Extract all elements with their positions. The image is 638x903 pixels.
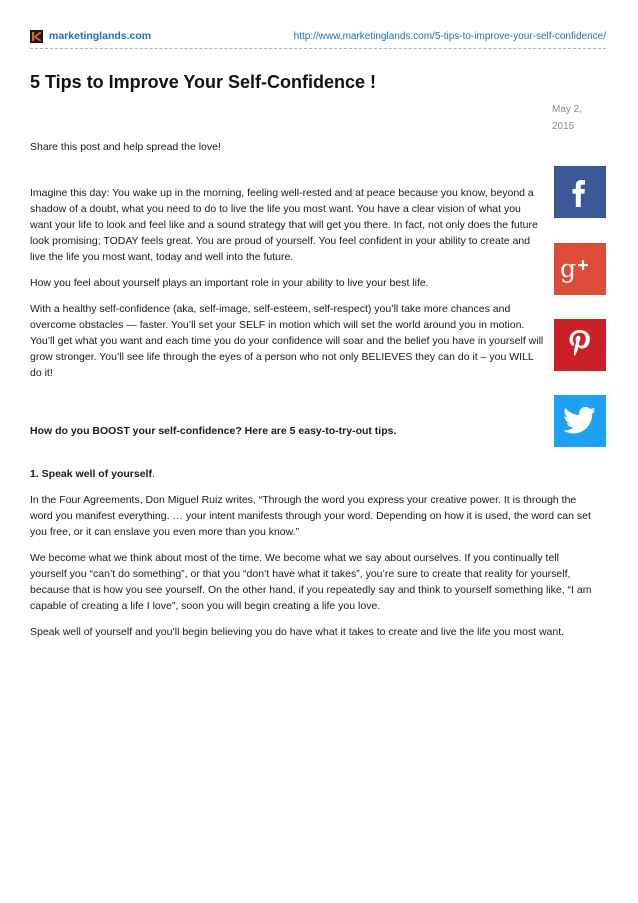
post-date-line2: 2015: [552, 121, 575, 132]
boost-heading: How do you BOOST your self-confidence? Here are 5 easy-to-try-out tips.: [30, 425, 397, 437]
twitter-share-button[interactable]: [554, 395, 606, 447]
header-divider: [30, 48, 606, 49]
paragraph-speak-well: Speak well of yourself and you’ll begin believing you do have what it takes to create and live the life you most want.: [30, 626, 565, 638]
tip1-heading: 1. Speak well of yourself: [30, 468, 152, 480]
google-plus-share-button[interactable]: [554, 243, 606, 295]
paragraph-four-agreements: In the Four Agreements, Don Miguel Ruiz writes, “Through the word you express your creative power. It is through the word you manifest everything. … your intent manifests through your word. Depending on how it is used, the word can set you free, or it can enslave you even more than you know.”: [30, 494, 591, 538]
page-title: 5 Tips to Improve Your Self-Confidence !: [30, 72, 377, 92]
site-name-link[interactable]: marketinglands.com: [49, 30, 152, 42]
tip1-heading-line: [30, 466, 598, 482]
post-date: [552, 101, 602, 135]
article-body-top: [30, 139, 544, 439]
site-logo-icon: [30, 30, 43, 43]
pinterest-icon: [564, 326, 596, 364]
facebook-share-button[interactable]: [554, 166, 606, 218]
paragraph-healthy-confidence: With a healthy self-confidence (aka, self-image, self-esteem, self-respect) you’ll take more chances and overcome obstacles — faster. You’ll set your SELF in motion which will set the world around you in motion. You’ll get what you want and each time you do your confidence will soar and the belief you have in yourself will grow stronger. You’ll see life through the eyes of a person who not only BELIEVES they can do it – you WILL do it!: [30, 303, 544, 379]
facebook-icon: [565, 174, 595, 210]
paragraph-importance: How you feel about yourself plays an important role in your ability to live your best life.: [30, 277, 429, 289]
google-plus-icon: [558, 252, 602, 286]
pinterest-share-button[interactable]: [554, 319, 606, 371]
intro-paragraph: Imagine this day: You wake up in the morning, feeling well-rested and at peace because you know, beyond a shadow of a doubt, what you need to do to live the life you most want. You have a clear vision of what you want your life to look and feel like and a sound strategy that will get you there. In fact, not only does the future look promising; TODAY feels great. You are proud of yourself. You feel confident in your ability to create and live the life you most want, today and well into the future.: [30, 187, 538, 263]
article-body-bottom: [30, 466, 598, 640]
page-url-link[interactable]: http://www.marketinglands.com/5-tips-to-improve-your-self-confidence/: [293, 31, 606, 42]
tip1-heading-period: .: [151, 468, 155, 480]
post-date-line1: May 2,: [552, 104, 583, 115]
svg-text:g: g: [560, 254, 577, 283]
twitter-icon: [563, 406, 597, 436]
page-header: [30, 30, 606, 46]
paragraph-become-what-we-think: We become what we think about most of the time. We become what we say about ourselves. If you continually tell yourself you “can’t do something”, or that you “don’t have what it takes”, you’re sure to create that reality for yourself, because that is how you see yourself. On the other hand, if you repeatedly say and think to yourself something like, “I am capable of creating a life I love”, soon you will begin creating a life you love.: [30, 552, 592, 612]
share-prompt: Share this post and help spread the love!: [30, 141, 221, 153]
